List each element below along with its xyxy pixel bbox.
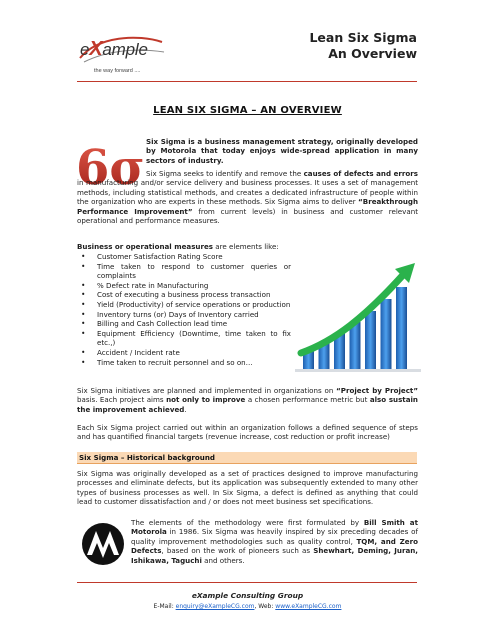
document-title: LEAN SIX SIGMA – AN OVERVIEW — [153, 105, 342, 116]
email-link[interactable]: enquiry@eXampleCG.com — [175, 603, 255, 610]
example-logo — [78, 32, 168, 78]
illustration-floor — [295, 369, 421, 372]
elements-paragraph: The elements of the methodology were first formulated by Bill Smith at Motorola in 1986. Six Sigma was heavily inspired by six preceding decades of quality improvement methodologies such as quality control, TQM, and Zero Defects, based on the work of pioneers such as Shewhart, Deming, Juran, Ishikawa, Taguchi and others. — [131, 518, 418, 565]
list-item: • Cost of executing a business process transaction — [77, 290, 291, 300]
footer-divider — [77, 582, 417, 583]
intro-paragraph-2: Six Sigma seeks to identify and remove the causes of defects and errors in manufacturing and/or service delivery and business processes. It uses a set of management methods, including statistical methods, and creates a dedicated infrastructure of people within the organization who are experts in these methods. Six Sigma aims to deliver “Breakthrough Performance Improvement” from current levels) in business and customer relevant operational and performance measures. — [77, 169, 418, 226]
list-item: • Equipment Efficiency (Downtime, time taken to fix etc.,) — [77, 329, 291, 348]
list-item: • Inventory turns (or) Days of Inventory carried — [77, 310, 291, 320]
header-title: Lean Six Sigma An Overview — [309, 30, 417, 61]
illustration-bar — [381, 299, 392, 369]
logo-tagline: the way forward .... — [94, 68, 141, 74]
list-item: • % Defect rate in Manufacturing — [77, 281, 291, 291]
list-item: • Time taken to respond to customer queries or complaints — [77, 262, 291, 281]
list-item: • Yield (Productivity) of service operations or production — [77, 300, 291, 310]
footer-company: eXample Consulting Group — [191, 591, 304, 600]
intro-paragraph-1: Six Sigma is a business management strategy, originally developed by Motorola that today enjoys wide-spread application in many sectors of industry. — [146, 137, 418, 165]
growth-chart-illustration — [295, 257, 421, 377]
illustration-bar — [365, 311, 376, 369]
measures-list — [77, 252, 291, 367]
header-divider — [77, 81, 417, 82]
logo-wordmark: eXample — [80, 38, 148, 60]
list-item: • Accident / Incident rate — [77, 348, 291, 358]
svg-text:6σ: 6σ — [76, 140, 145, 196]
website-link[interactable]: www.eXampleCG.com — [275, 603, 342, 610]
motorola-logo-icon — [81, 522, 125, 566]
section-heading: Six Sigma – Historical background — [79, 453, 215, 462]
history-paragraph: Six Sigma was originally developed as a set of practices designed to improve manufacturing processes and eliminate defects, but its application was subsequently extended to many other types of business processes as well. In Six Sigma, a defect is defined as anything that could lead to customer dissatisfaction and / or does not meet business set specifications. — [77, 469, 418, 507]
measures-intro: Business or operational measures are elements like: — [77, 242, 279, 251]
list-item: • Billing and Cash Collection lead time — [77, 319, 291, 329]
list-item: • Customer Satisfaction Rating Score — [77, 252, 291, 262]
list-item: • Time taken to recruit personnel and so on… — [77, 358, 291, 368]
illustration-bar — [396, 287, 407, 369]
footer-contact: E-Mail: enquiry@eXampleCG.com, Web: www.eXampleCG.com — [153, 603, 342, 610]
project-paragraph: Each Six Sigma project carried out within an organization follows a defined sequence of steps and has quantified financial targets (revenue increase, cost reduction or profit increase) — [77, 423, 418, 442]
initiatives-paragraph: Six Sigma initiatives are planned and implemented in organizations on “Project by Project” basis. Each project aims not only to improve a chosen performance metric but also sustain the improvement achieved. — [77, 386, 418, 414]
